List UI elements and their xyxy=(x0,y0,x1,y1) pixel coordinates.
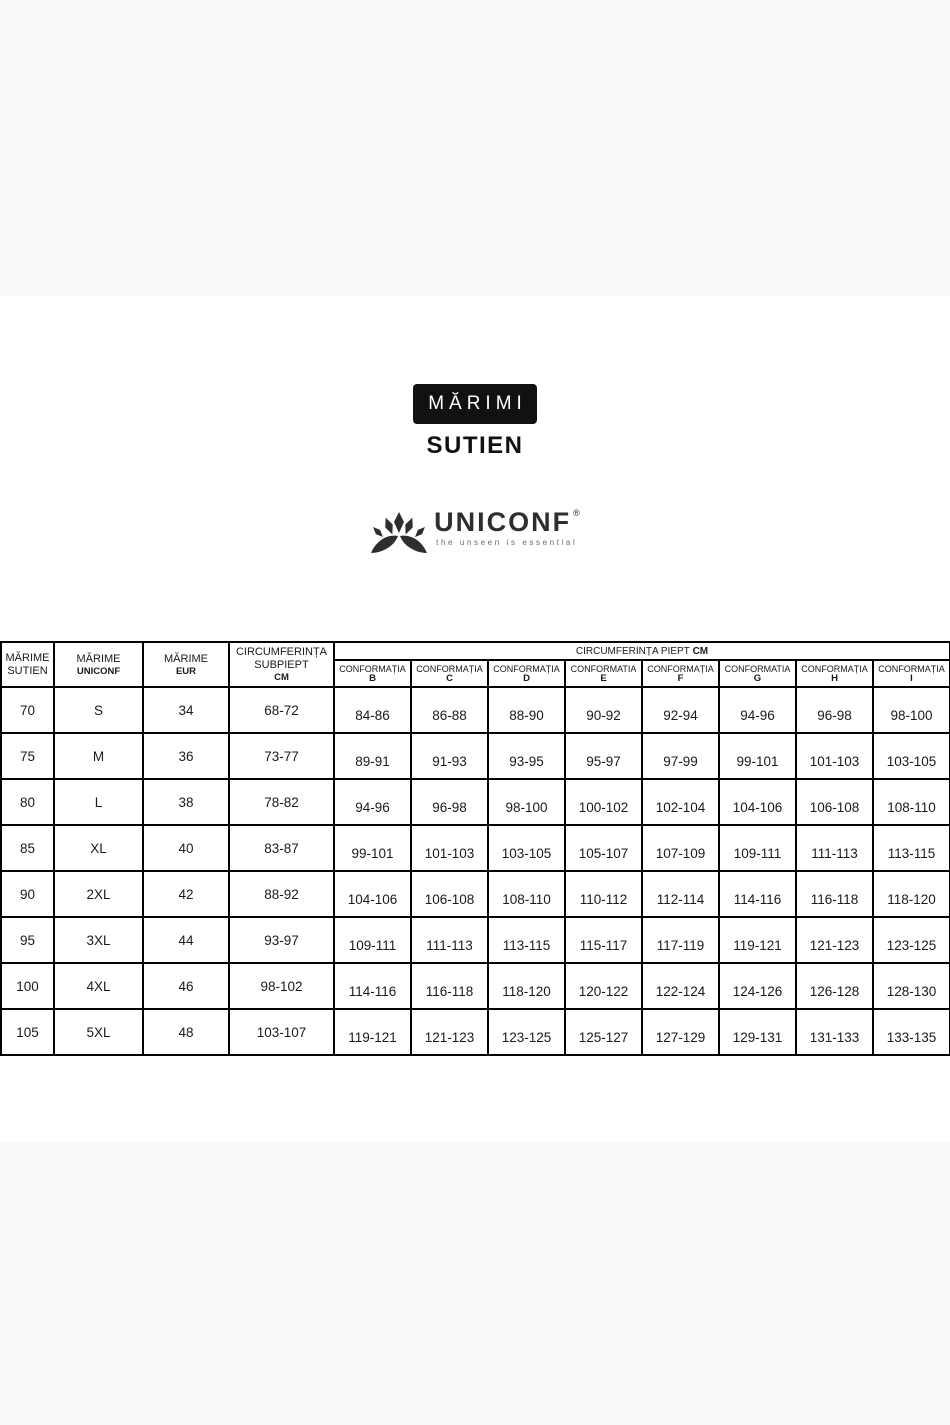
conformatia-cell: 99-101 xyxy=(334,825,411,871)
conformatia-cell: 106-108 xyxy=(796,779,873,825)
brand-name: UNICONF xyxy=(434,507,572,537)
size-cell: 46 xyxy=(143,963,229,1009)
conformatia-cell: 95-97 xyxy=(565,733,642,779)
size-cell: 80 xyxy=(1,779,54,825)
col-header-marime-sutien: MĂRIME SUTIEN xyxy=(1,642,54,687)
conformatia-cell: 108-110 xyxy=(873,779,950,825)
size-cell: 2XL xyxy=(54,871,143,917)
conformatia-cell: 116-118 xyxy=(796,871,873,917)
size-cell: 90 xyxy=(1,871,54,917)
size-cell: 40 xyxy=(143,825,229,871)
size-cell: 73-77 xyxy=(229,733,334,779)
conformatia-cell: 101-103 xyxy=(796,733,873,779)
conformatia-cell: 89-91 xyxy=(334,733,411,779)
size-cell: 88-92 xyxy=(229,871,334,917)
col-header-marime-eur: MĂRIME EUR xyxy=(143,642,229,687)
col-header-conformatia-d: CONFORMAȚIA D xyxy=(488,660,565,687)
conformatia-cell: 96-98 xyxy=(411,779,488,825)
conformatia-cell: 103-105 xyxy=(873,733,950,779)
conformatia-cell: 127-129 xyxy=(642,1009,719,1055)
conformatia-cell: 93-95 xyxy=(488,733,565,779)
size-cell: 103-107 xyxy=(229,1009,334,1055)
brand-tagline: the unseen is essential xyxy=(436,538,578,547)
conformatia-cell: 102-104 xyxy=(642,779,719,825)
table-row xyxy=(1,1009,950,1055)
lotus-icon xyxy=(370,512,428,561)
conformatia-cell: 101-103 xyxy=(411,825,488,871)
size-cell: M xyxy=(54,733,143,779)
size-cell: 83-87 xyxy=(229,825,334,871)
conformatia-cell: 115-117 xyxy=(565,917,642,963)
conformatia-cell: 111-113 xyxy=(796,825,873,871)
size-cell: S xyxy=(54,687,143,733)
size-cell: 85 xyxy=(1,825,54,871)
col-header-piept-span: CIRCUMFERINȚA PIEPT CM xyxy=(334,642,950,660)
conformatia-cell: 94-96 xyxy=(334,779,411,825)
table-row xyxy=(1,733,950,779)
col-header-conformatia-i: CONFORMAȚIA I xyxy=(873,660,950,687)
conformatia-cell: 131-133 xyxy=(796,1009,873,1055)
col-header-marime-uniconf: MĂRIME UNICONF xyxy=(54,642,143,687)
col-header-conformatia-g: CONFORMATIA G xyxy=(719,660,796,687)
conformatia-cell: 98-100 xyxy=(488,779,565,825)
conformatia-cell: 120-122 xyxy=(565,963,642,1009)
conformatia-cell: 116-118 xyxy=(411,963,488,1009)
conformatia-cell: 106-108 xyxy=(411,871,488,917)
conformatia-cell: 90-92 xyxy=(565,687,642,733)
col-header-conformatia-b: CONFORMAȚIA B xyxy=(334,660,411,687)
conformatia-cell: 118-120 xyxy=(873,871,950,917)
size-cell: XL xyxy=(54,825,143,871)
size-cell: 48 xyxy=(143,1009,229,1055)
conformatia-cell: 110-112 xyxy=(565,871,642,917)
size-cell: 36 xyxy=(143,733,229,779)
conformatia-cell: 128-130 xyxy=(873,963,950,1009)
conformatia-cell: 123-125 xyxy=(873,917,950,963)
conformatia-cell: 104-106 xyxy=(334,871,411,917)
size-cell: 93-97 xyxy=(229,917,334,963)
size-cell: 44 xyxy=(143,917,229,963)
size-cell: 95 xyxy=(1,917,54,963)
size-cell: 68-72 xyxy=(229,687,334,733)
table-row xyxy=(1,687,950,733)
conformatia-cell: 112-114 xyxy=(642,871,719,917)
conformatia-cell: 94-96 xyxy=(719,687,796,733)
conformatia-cell: 109-111 xyxy=(334,917,411,963)
conformatia-cell: 108-110 xyxy=(488,871,565,917)
conformatia-cell: 133-135 xyxy=(873,1009,950,1055)
page-title-block xyxy=(0,384,950,460)
conformatia-cell: 114-116 xyxy=(334,963,411,1009)
size-cell: 34 xyxy=(143,687,229,733)
registered-mark-icon: ® xyxy=(573,508,580,518)
col-header-conformatia-h: CONFORMAȚIA H xyxy=(796,660,873,687)
conformatia-cell: 103-105 xyxy=(488,825,565,871)
conformatia-cell: 122-124 xyxy=(642,963,719,1009)
size-cell: L xyxy=(54,779,143,825)
conformatia-cell: 114-116 xyxy=(719,871,796,917)
conformatia-cell: 98-100 xyxy=(873,687,950,733)
conformatia-cell: 123-125 xyxy=(488,1009,565,1055)
size-cell: 100 xyxy=(1,963,54,1009)
table-row xyxy=(1,871,950,917)
top-band xyxy=(0,0,950,296)
size-cell: 4XL xyxy=(54,963,143,1009)
size-cell: 105 xyxy=(1,1009,54,1055)
conformatia-cell: 126-128 xyxy=(796,963,873,1009)
size-cell: 78-82 xyxy=(229,779,334,825)
col-header-conformatia-f: CONFORMAȚIA F xyxy=(642,660,719,687)
conformatia-cell: 84-86 xyxy=(334,687,411,733)
conformatia-cell: 119-121 xyxy=(334,1009,411,1055)
size-cell: 98-102 xyxy=(229,963,334,1009)
conformatia-cell: 96-98 xyxy=(796,687,873,733)
size-cell: 70 xyxy=(1,687,54,733)
conformatia-cell: 121-123 xyxy=(796,917,873,963)
conformatia-cell: 111-113 xyxy=(411,917,488,963)
conformatia-cell: 92-94 xyxy=(642,687,719,733)
conformatia-cell: 125-127 xyxy=(565,1009,642,1055)
size-cell: 3XL xyxy=(54,917,143,963)
brand-logo xyxy=(0,508,950,561)
conformatia-cell: 107-109 xyxy=(642,825,719,871)
table-row xyxy=(1,963,950,1009)
size-table xyxy=(0,641,950,1056)
conformatia-cell: 97-99 xyxy=(642,733,719,779)
page-subtitle: SUTIEN xyxy=(426,432,524,459)
conformatia-cell: 121-123 xyxy=(411,1009,488,1055)
conformatia-cell: 91-93 xyxy=(411,733,488,779)
table-row xyxy=(1,779,950,825)
conformatia-cell: 104-106 xyxy=(719,779,796,825)
conformatia-cell: 118-120 xyxy=(488,963,565,1009)
conformatia-cell: 113-115 xyxy=(488,917,565,963)
conformatia-cell: 124-126 xyxy=(719,963,796,1009)
conformatia-cell: 119-121 xyxy=(719,917,796,963)
conformatia-cell: 100-102 xyxy=(565,779,642,825)
col-header-conformatia-e: CONFORMATIA E xyxy=(565,660,642,687)
bottom-band xyxy=(0,1142,950,1425)
size-cell: 38 xyxy=(143,779,229,825)
table-row xyxy=(1,825,950,871)
size-cell: 5XL xyxy=(54,1009,143,1055)
conformatia-cell: 86-88 xyxy=(411,687,488,733)
conformatia-cell: 109-111 xyxy=(719,825,796,871)
conformatia-cell: 113-115 xyxy=(873,825,950,871)
col-header-subpiept: CIRCUMFERINȚA SUBPIEPT CM xyxy=(229,642,334,687)
title-badge: MĂRIMI xyxy=(413,384,537,424)
size-cell: 42 xyxy=(143,871,229,917)
conformatia-cell: 105-107 xyxy=(565,825,642,871)
size-cell: 75 xyxy=(1,733,54,779)
table-row xyxy=(1,917,950,963)
conformatia-cell: 117-119 xyxy=(642,917,719,963)
conformatia-cell: 129-131 xyxy=(719,1009,796,1055)
conformatia-cell: 99-101 xyxy=(719,733,796,779)
col-header-conformatia-c: CONFORMAȚIA C xyxy=(411,660,488,687)
conformatia-cell: 88-90 xyxy=(488,687,565,733)
